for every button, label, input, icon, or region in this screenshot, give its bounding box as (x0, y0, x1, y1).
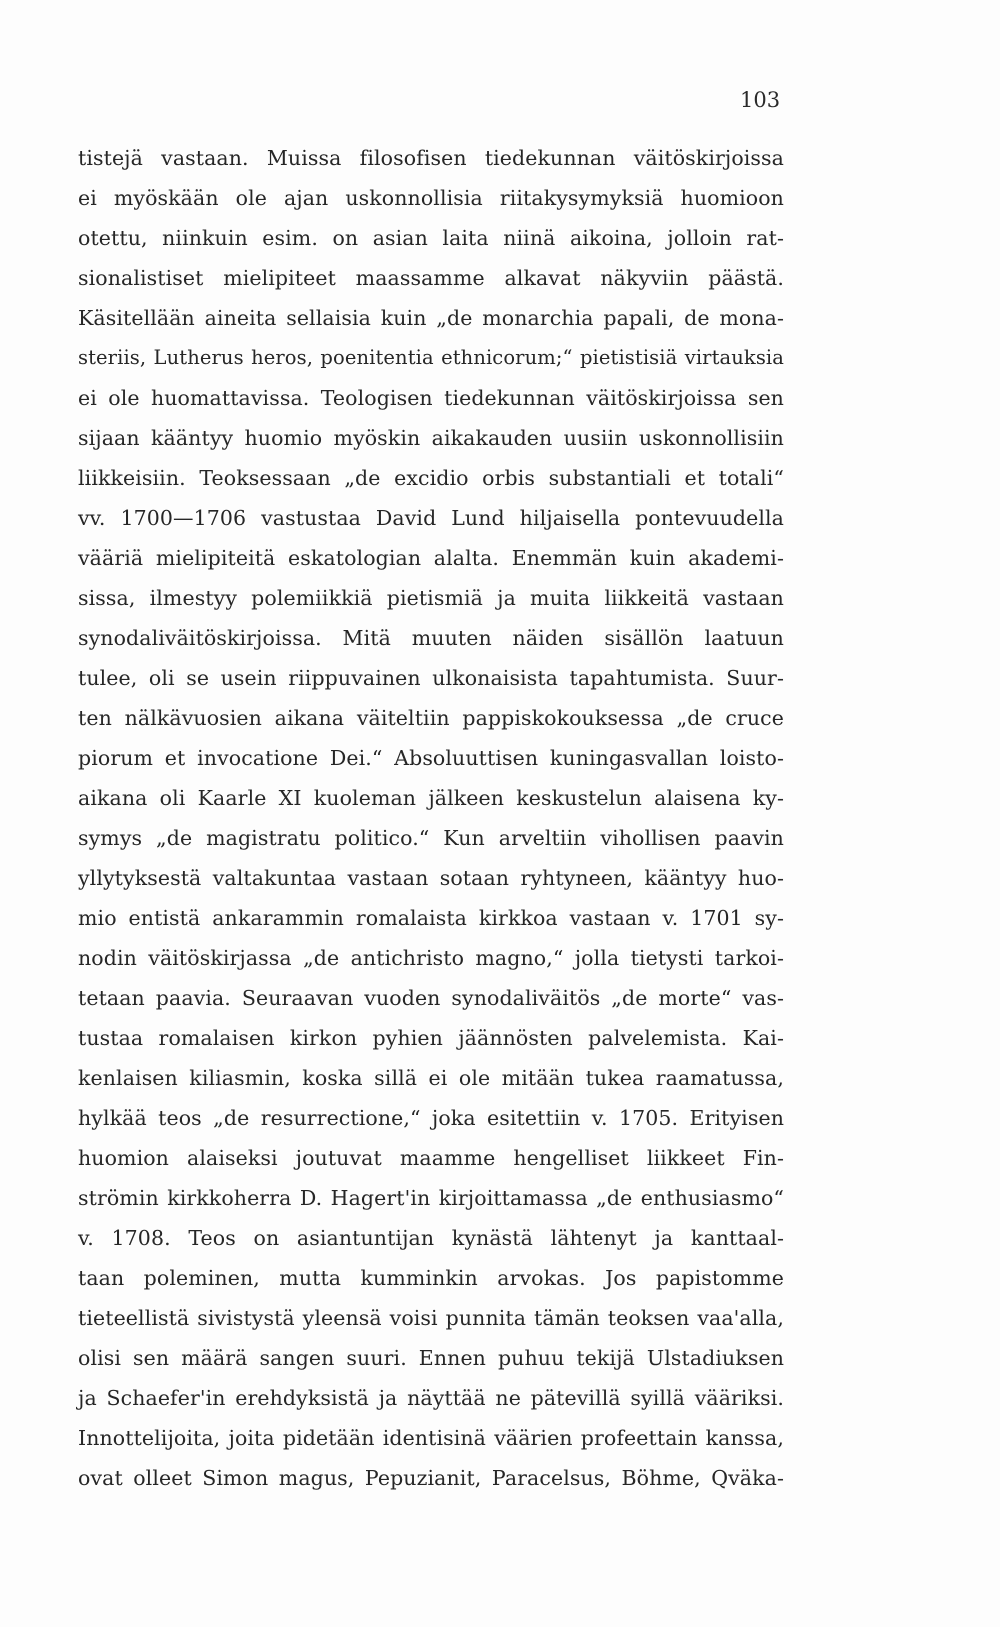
text-line: nodin väitöskirjassa „de antichristo magno,“ jolla tietysti tarkoi- (78, 946, 784, 970)
text-line: tistejä vastaan. Muissa filosofisen tiedekunnan väitöskirjoissa (78, 146, 784, 170)
text-line: ei ole huomattavissa. Teologisen tiedekunnan väitöskirjoissa sen (78, 386, 784, 410)
text-line: tulee, oli se usein riippuvainen ulkonaisista tapahtumista. Suur- (78, 666, 784, 690)
text-line: tieteellistä sivistystä yleensä voisi punnita tämän teoksen vaa'alla, (78, 1306, 784, 1330)
text-line: sijaan kääntyy huomio myöskin aikakauden uusiin uskonnollisiin (78, 426, 784, 450)
text-line: hylkää teos „de resurrectione,“ joka esitettiin v. 1705. Erityisen (78, 1106, 784, 1130)
text-line: tustaa romalaisen kirkon pyhien jäännösten palvelemista. Kai- (78, 1026, 784, 1050)
text-line: ovat olleet Simon magus, Pepuzianit, Paracelsus, Böhme, Qväka- (78, 1466, 784, 1490)
text-line: Käsitellään aineita sellaisia kuin „de monarchia papali, de mona- (78, 306, 784, 330)
text-line: Innottelijoita, joita pidetään identisinä väärien profeettain kanssa, (78, 1426, 784, 1450)
text-line: synodaliväitöskirjoissa. Mitä muuten näiden sisällön laatuun (78, 626, 784, 650)
text-line: ei myöskään ole ajan uskonnollisia riitakysymyksiä huomioon (78, 186, 784, 210)
text-line: sissa, ilmestyy polemiikkiä pietismiä ja muita liikkeitä vastaan (78, 586, 784, 610)
text-line: piorum et invocatione Dei.“ Absoluuttisen kuningasvallan loisto- (78, 746, 784, 770)
text-line: strömin kirkkoherra D. Hagert'in kirjoittamassa „de enthusiasmo“ (78, 1186, 784, 1210)
text-line: otettu, niinkuin esim. on asian laita niinä aikoina, jolloin rat- (78, 226, 784, 250)
text-line: liikkeisiin. Teoksessaan „de excidio orbis substantiali et totali“ (78, 466, 784, 490)
text-line: ten nälkävuosien aikana väiteltiin pappiskokouksessa „de cruce (78, 706, 784, 730)
text-line: tetaan paavia. Seuraavan vuoden synodaliväitös „de morte“ vas- (78, 986, 784, 1010)
text-line: aikana oli Kaarle XI kuoleman jälkeen keskustelun alaisena ky- (78, 786, 784, 810)
text-line: olisi sen määrä sangen suuri. Ennen puhuu tekijä Ulstadiuksen (78, 1346, 784, 1370)
text-line: taan poleminen, mutta kumminkin arvokas. Jos papistomme (78, 1266, 784, 1290)
text-line: ja Schaefer'in erehdyksistä ja näyttää ne pätevillä syillä vääriksi. (78, 1386, 784, 1410)
text-line: vääriä mielipiteitä eskatologian alalta. Enemmän kuin akademi- (78, 546, 784, 570)
text-line: yllytyksestä valtakuntaa vastaan sotaan ryhtyneen, kääntyy huo- (78, 866, 784, 890)
text-line: vv. 1700—1706 vastustaa David Lund hiljaisella pontevuudella (78, 506, 784, 530)
text-line: kenlaisen kiliasmin, koska sillä ei ole mitään tukea raamatussa, (78, 1066, 784, 1090)
text-line: huomion alaiseksi joutuvat maamme hengelliset liikkeet Fin- (78, 1146, 784, 1170)
text-line: steriis, Lutherus heros, poenitentia ethnicorum;“ pietistisiä virtauksia (78, 346, 784, 369)
text-line: symys „de magistratu politico.“ Kun arveltiin vihollisen paavin (78, 826, 784, 850)
text-line: mio entistä ankarammin romalaista kirkkoa vastaan v. 1701 sy- (78, 906, 784, 930)
text-line: sionalistiset mielipiteet maassamme alkavat näkyviin päästä. (78, 266, 784, 290)
text-line: v. 1708. Teos on asiantuntijan kynästä lähtenyt ja kanttaal- (78, 1226, 784, 1250)
page-number: 103 (740, 88, 781, 112)
